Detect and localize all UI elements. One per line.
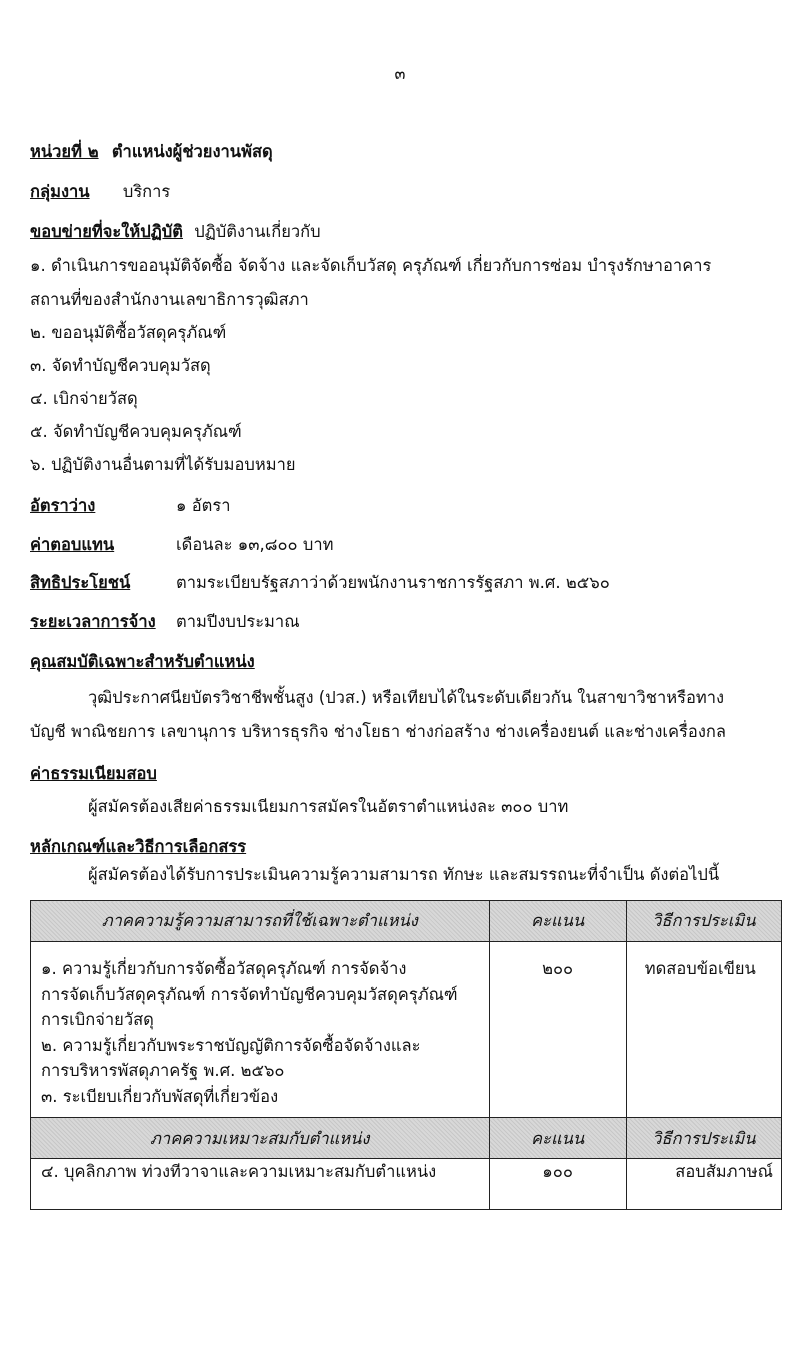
vacancy-row: [30, 494, 772, 518]
duty-item: ๑. ดำเนินการขออนุมัติจัดซื้อ จัดจ้าง และจัดเก็บวัสดุ ครุภัณฑ์ เกี่ยวกับการซ่อม บำรุงรักษาอาคาร: [30, 256, 712, 275]
employment-value: ตามปีงบประมาณ: [176, 612, 300, 631]
criteria-line: ๔. บุคลิกภาพ ท่วงทีวาจาและความเหมาะสมกับตำแหน่ง: [41, 1162, 437, 1182]
duty-item: สถานที่ของสำนักงานเลขาธิการวุฒิสภา: [30, 290, 309, 309]
criteria-label: หลักเกณฑ์และวิธีการเลือกสรร: [30, 837, 247, 856]
evaluation-table: [30, 900, 782, 1210]
duty-item: ๖. ปฏิบัติงานอื่นตามที่ได้รับมอบหมาย: [30, 455, 296, 474]
benefits-row: [30, 571, 772, 595]
salary-value: เดือนละ ๑๓,๘๐๐ บาท: [176, 535, 334, 554]
criteria-line: การจัดเก็บวัสดุครุภัณฑ์ การจัดทำบัญชีควบคุมวัสดุครุภัณฑ์: [41, 984, 458, 1004]
qualifications-text: วุฒิประกาศนียบัตรวิชาชีพชั้นสูง (ปวส.) หรือเทียบได้ในระดับเดียวกัน ในสาขาวิชาหรือทาง: [88, 688, 725, 707]
fee-label: ค่าธรรมเนียมสอบ: [30, 764, 157, 783]
qualifications-label: คุณสมบัติเฉพาะสำหรับตำแหน่ง: [30, 652, 255, 671]
duty-item: ๓. จัดทำบัญชีควบคุมวัสดุ: [30, 356, 211, 375]
criteria-line: การบริหารพัสดุภาครัฐ พ.ศ. ๒๕๖๐: [41, 1061, 285, 1081]
table-row: [31, 942, 782, 1118]
criteria-line: ๒. ความรู้เกี่ยวกับพระราชบัญญัติการจัดซื้อจัดจ้างและ: [41, 1035, 421, 1055]
vacancy-label: อัตราว่าง: [30, 496, 96, 515]
duty-item: ๕. จัดทำบัญชีควบคุมครุภัณฑ์: [30, 422, 242, 441]
vacancy-value: ๑ อัตรา: [176, 496, 231, 515]
group-value: บริการ: [122, 182, 171, 201]
fee-heading: [30, 762, 772, 786]
duty-item: ๒. ขออนุมัติซื้อวัสดุครุภัณฑ์: [30, 323, 227, 342]
section2-header: ภาคความเหมาะสมกับตำแหน่ง: [31, 1118, 490, 1159]
employment-row: [30, 610, 772, 634]
group-row: [30, 180, 772, 204]
section1-score-cell: [489, 942, 626, 1118]
benefits-label: สิทธิประโยชน์: [30, 573, 131, 592]
method-header: วิธีการประเมิน: [626, 901, 781, 942]
table-row: [31, 1159, 782, 1210]
table-header-row: [31, 901, 782, 942]
salary-label: ค่าตอบแทน: [30, 535, 115, 554]
fee-text: ผู้สมัครต้องเสียค่าธรรมเนียมการสมัครในอัตราตำแหน่งละ ๓๐๐ บาท: [88, 797, 569, 816]
section2-content: [31, 1159, 490, 1210]
unit-title: ตำแหน่งผู้ช่วยงานพัสดุ: [111, 142, 273, 161]
section2-method-cell: [626, 1159, 781, 1210]
section1-content: [31, 942, 490, 1118]
score-header: คะแนน: [489, 1118, 626, 1159]
score-header: คะแนน: [489, 901, 626, 942]
group-label: กลุ่มงาน: [30, 182, 90, 201]
criteria-heading: [30, 835, 772, 859]
page-number: ๓: [394, 64, 406, 83]
section2-score-cell: [489, 1159, 626, 1210]
section1-score: ๒๐๐: [542, 959, 574, 978]
criteria-line: การเบิกจ่ายวัสดุ: [41, 1010, 154, 1030]
employment-label: ระยะเวลาการจ้าง: [30, 612, 156, 631]
duties-intro: ปฏิบัติงานเกี่ยวกับ: [194, 222, 321, 241]
unit-label: หน่วยที่ ๒: [30, 142, 99, 161]
section2-method: สอบสัมภาษณ์: [675, 1162, 773, 1182]
section1-method-cell: [626, 942, 781, 1118]
table-header-row: [31, 1118, 782, 1159]
section1-header: ภาคความรู้ความสามารถที่ใช้เฉพาะตำแหน่ง: [31, 901, 490, 942]
duties-heading: [30, 220, 772, 244]
section1-method: ทดสอบข้อเขียน: [644, 959, 756, 978]
benefits-value: ตามระเบียบรัฐสภาว่าด้วยพนักงานราชการรัฐสภา พ.ศ. ๒๕๖๐: [176, 573, 610, 592]
section2-score: ๑๐๐: [542, 1162, 573, 1182]
duty-item: ๔. เบิกจ่ายวัสดุ: [30, 389, 138, 408]
criteria-line: ๑. ความรู้เกี่ยวกับการจัดซื้อวัสดุครุภัณฑ์ การจัดจ้าง: [41, 959, 407, 978]
duties-label: ขอบข่ายที่จะให้ปฏิบัติ: [30, 222, 183, 241]
method-header: วิธีการประเมิน: [626, 1118, 781, 1159]
criteria-line: ๓. ระเบียบเกี่ยวกับพัสดุที่เกี่ยวข้อง: [41, 1086, 279, 1106]
qualifications-text: บัญชี พาณิชยการ เลขานุการ บริหารธุรกิจ ช่างโยธา ช่างก่อสร้าง ช่างเครื่องยนต์ และช่างเครื่องกล: [30, 722, 726, 741]
qualifications-heading: [30, 650, 772, 674]
criteria-text: ผู้สมัครต้องได้รับการประเมินความรู้ความสามารถ ทักษะ และสมรรถนะที่จำเป็น ดังต่อไปนี้: [88, 865, 720, 884]
salary-row: [30, 533, 772, 557]
unit-heading: [30, 140, 772, 164]
